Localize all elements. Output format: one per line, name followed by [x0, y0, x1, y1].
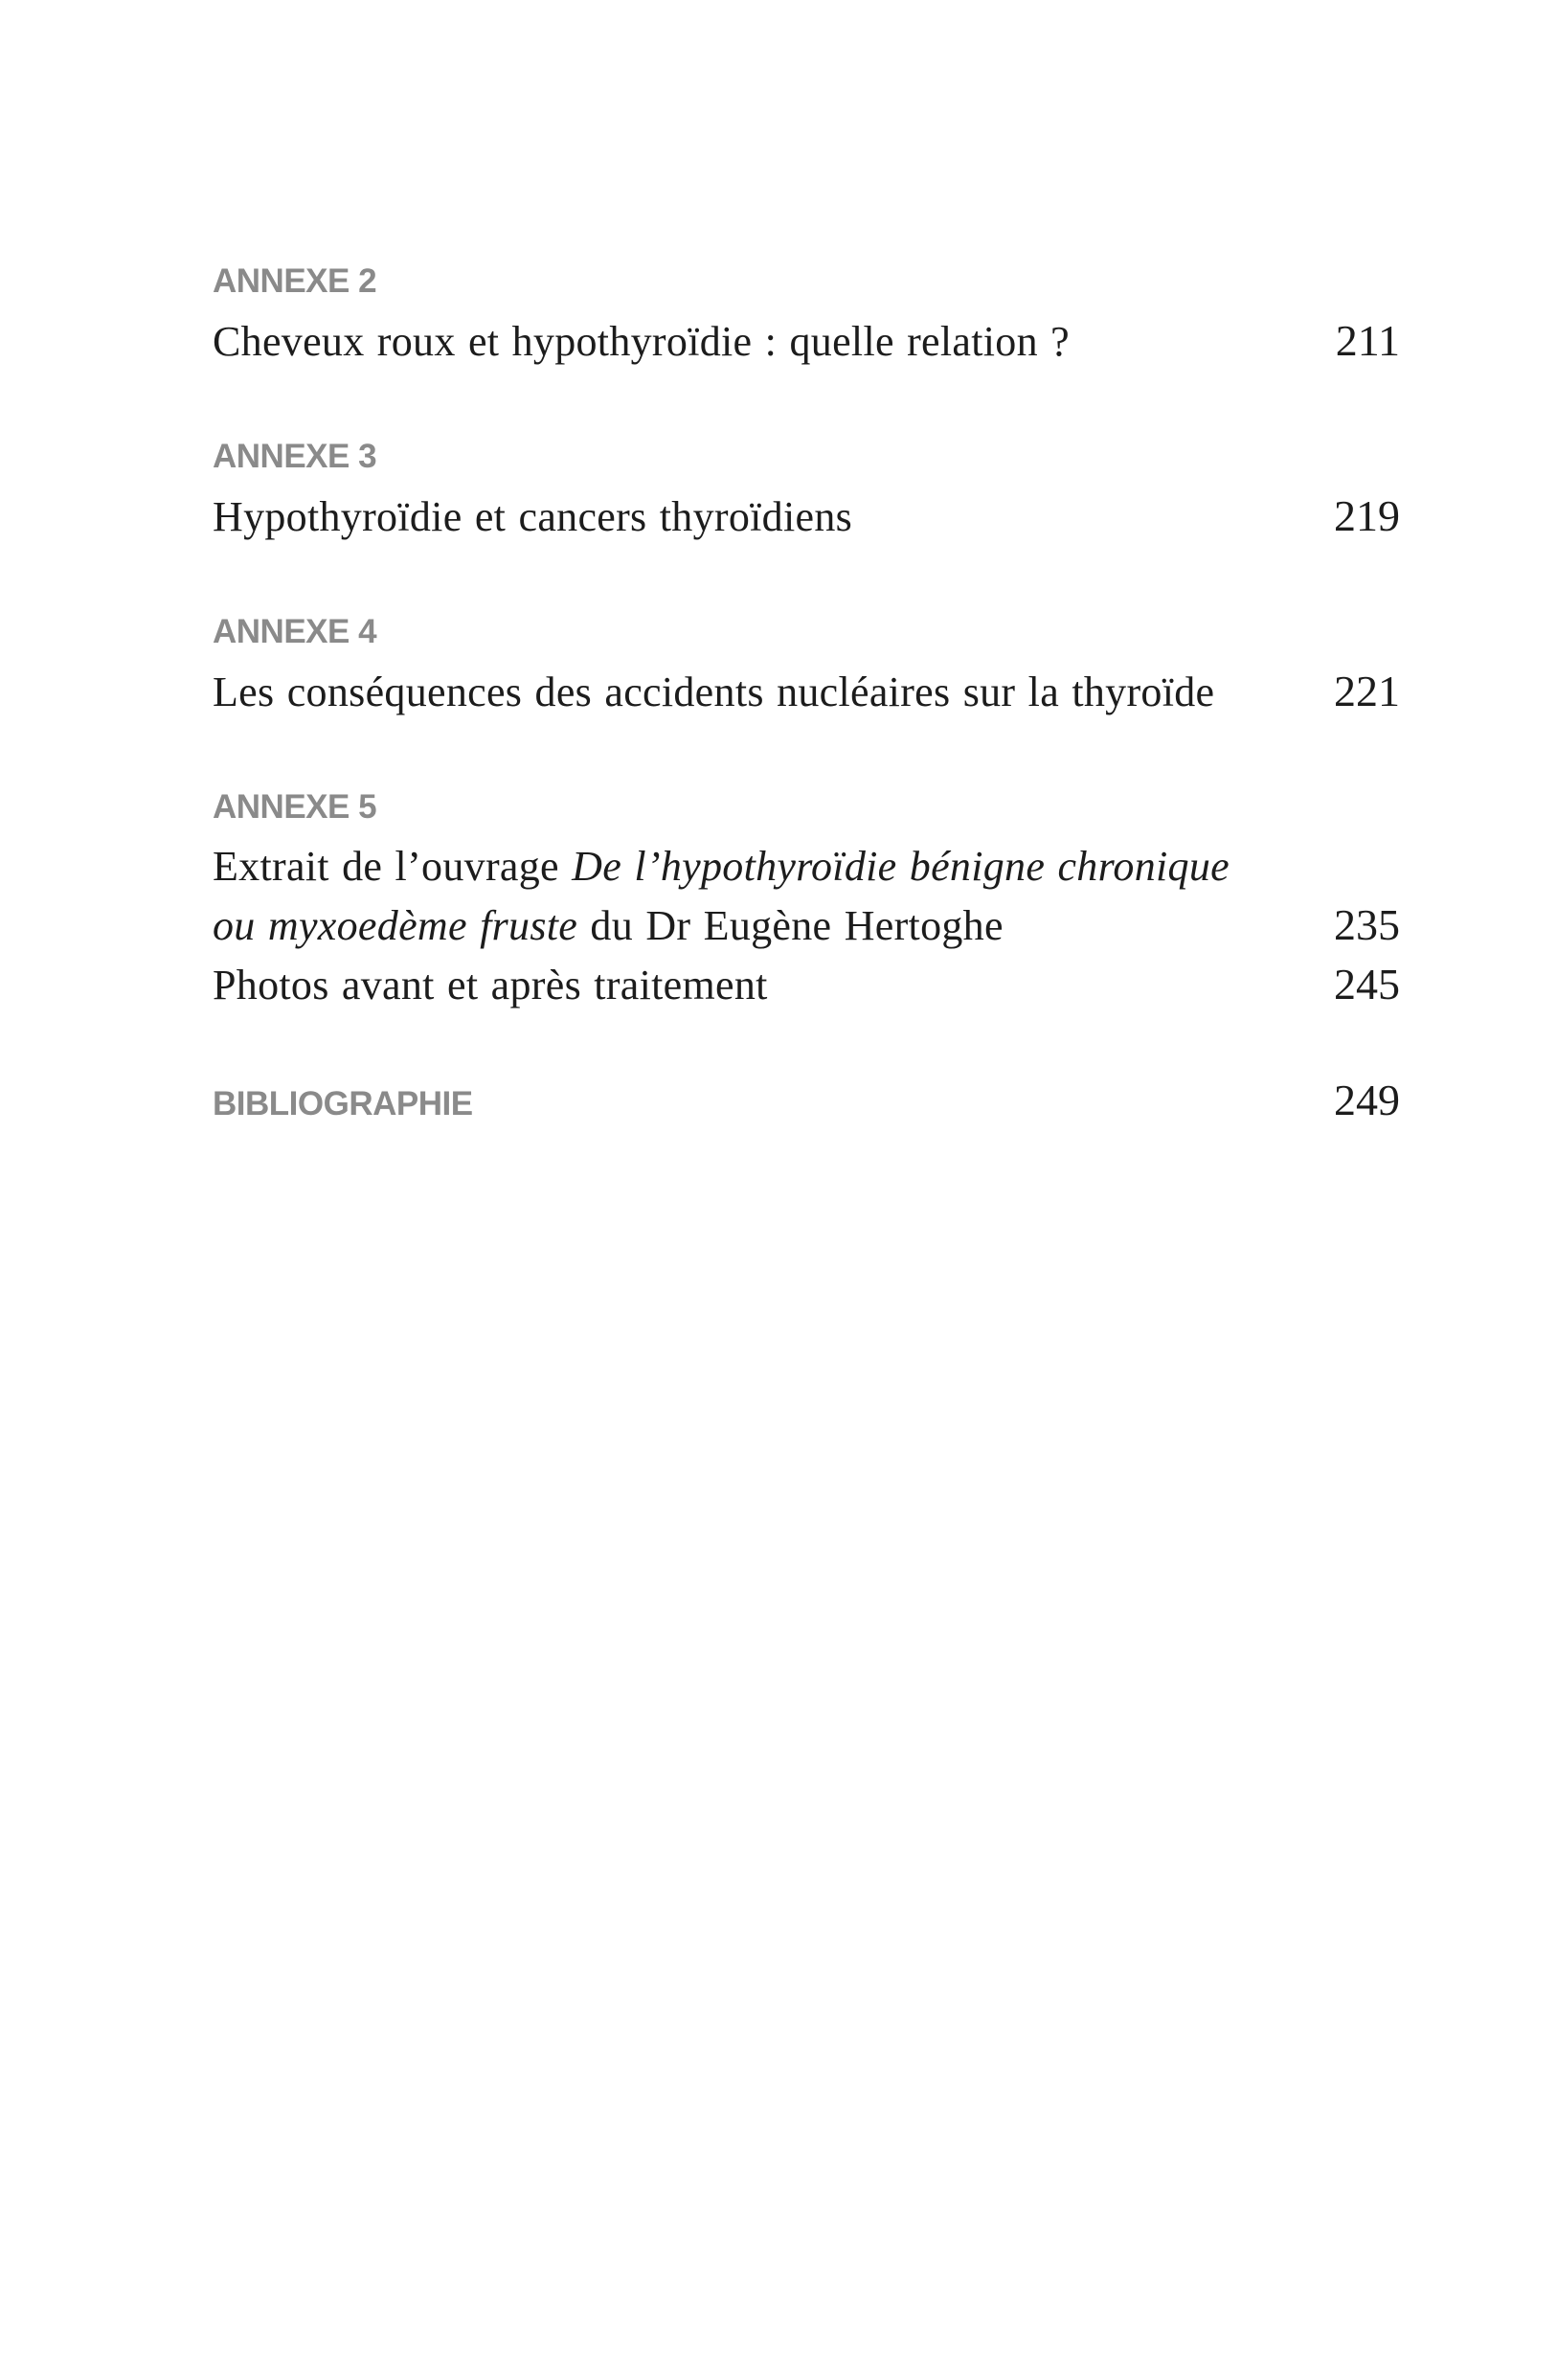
toc-entry-row: [213, 955, 1400, 1014]
page-number: 219: [1334, 491, 1400, 540]
toc-section: [213, 1076, 1400, 1125]
entry-title: [213, 312, 1093, 371]
entry-text: Les conséquences des accidents nucléaires sur la thyroïde: [213, 669, 1215, 715]
entry-text: du Dr Eugène Hertoghe: [577, 902, 1004, 949]
page-number: 245: [1334, 960, 1400, 1009]
toc-entry-row: [213, 837, 1400, 895]
entry-title: [213, 837, 1252, 895]
section-header-row: [213, 436, 1400, 478]
toc-entry-row: [213, 487, 1400, 546]
toc-section: [213, 436, 1400, 546]
page-number: 249: [1334, 1076, 1400, 1124]
entry-text-italic: ou myxoedème fruste: [213, 902, 578, 949]
entry-title: [213, 896, 1027, 955]
toc-entry-row: [213, 895, 1400, 955]
section-header-row: [213, 1076, 1400, 1125]
entry-text: Hypothyroïdie et cancers thyroïdiens: [213, 493, 853, 540]
entry-text: Extrait de l’ouvrage: [213, 843, 573, 890]
toc-section: [213, 261, 1400, 371]
table-of-contents: [213, 261, 1400, 1134]
entry-text: Photos avant et après traitement: [213, 962, 768, 1009]
entry-title: [213, 956, 791, 1014]
entry-text: Cheveux roux et hypothyroïdie : quelle relation ?: [213, 318, 1071, 365]
section-header-row: [213, 261, 1400, 303]
entry-title: [213, 663, 1237, 721]
page-number: 221: [1334, 667, 1400, 715]
section-label: ANNEXE 3: [213, 438, 377, 475]
entry-title: [213, 487, 875, 546]
toc-entry-row: [213, 311, 1400, 371]
page-number: 211: [1335, 316, 1400, 365]
section-label: BIBLIOGRAPHIE: [213, 1085, 473, 1122]
section-header-row: [213, 611, 1400, 653]
section-label: ANNEXE 5: [213, 788, 377, 826]
section-label: ANNEXE 2: [213, 262, 377, 300]
page-number: 235: [1334, 900, 1400, 949]
toc-section: [213, 786, 1400, 1014]
section-label: ANNEXE 4: [213, 613, 377, 650]
toc-section: [213, 611, 1400, 721]
toc-entry-row: [213, 662, 1400, 721]
entry-text-italic: De l’hypothyroïdie bénigne chronique: [572, 843, 1230, 890]
section-header-row: [213, 786, 1400, 828]
